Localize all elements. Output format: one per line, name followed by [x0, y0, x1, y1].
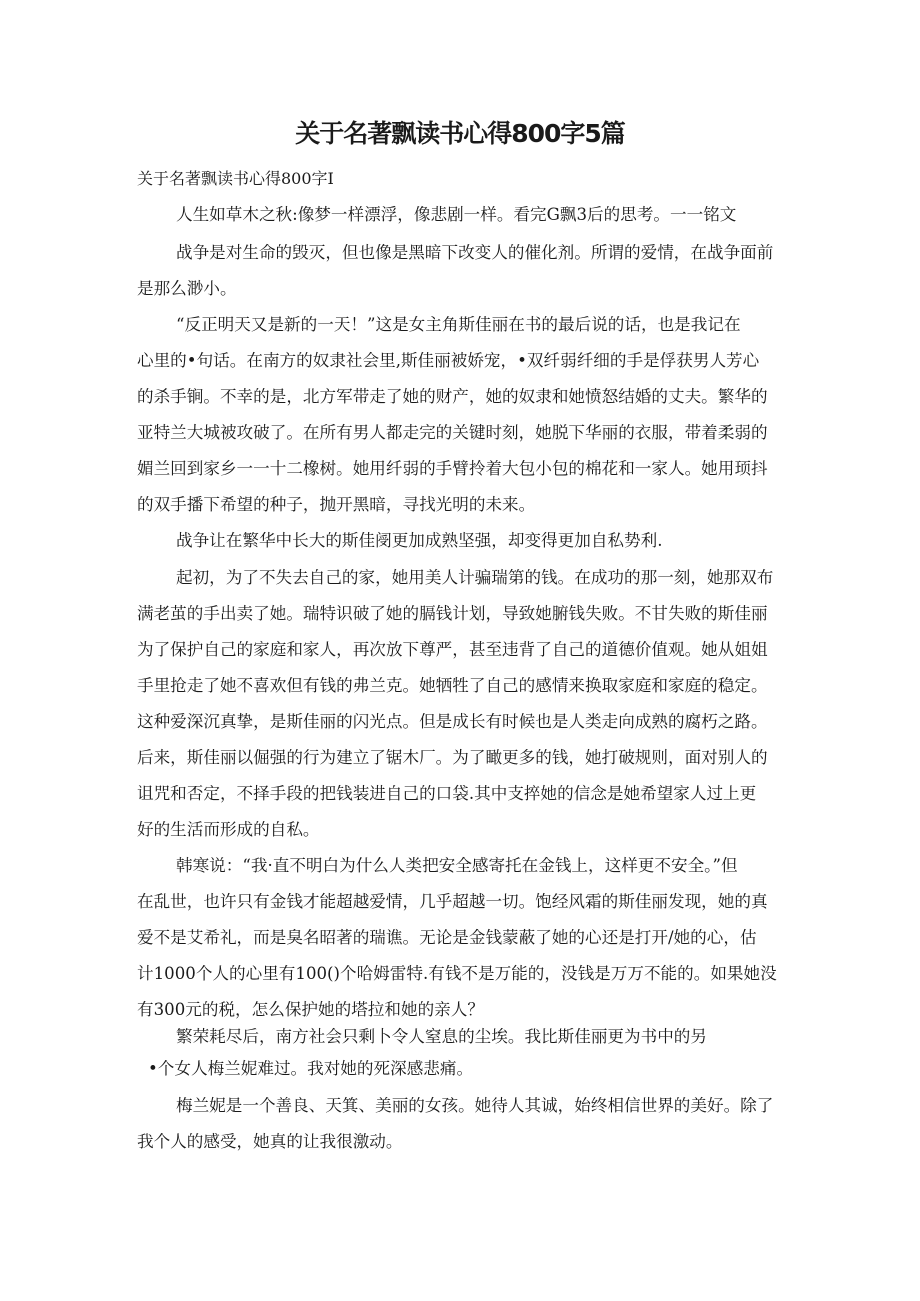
text-line: 心里的•句话。在南方的奴隶社会里,斯佳丽被娇宠，•双纤弱纤细的手是俘获男人芳心 — [137, 351, 760, 370]
text-line: 韩寒说：“我·直不明白为什么人类把安全感寄托在金钱上，这样更不安全。”但 — [176, 856, 738, 875]
text-line: 后来，斯佳丽以倔强的行为建立了锯木厂。为了瞰更多的钱，她打破规则，面对别人的 — [137, 748, 768, 767]
text-line: 起初，为了不失去自己的家，她用美人计骗瑞第的钱。在成功的那一刻，她那双布 — [176, 568, 774, 587]
text-line: 繁荣耗尽后，南方社会只剩卜令人窒息的尘埃。我比斯佳丽更为书中的另 — [176, 1027, 707, 1046]
text-line: 好的生活而形成的自私。 — [137, 820, 320, 839]
text-line: 在乱世，也许只有金钱才能超越爱情，几乎超越一切。饱经风霜的斯佳丽发现，她的真 — [137, 892, 768, 911]
text-line: 有300元的税，怎么保护她的塔拉和她的亲人？ — [137, 1000, 484, 1019]
text-line: 梅兰妮是一个善良、天箕、美丽的女孩。她待人其诚，始终相信世界的美好。除了 — [176, 1096, 774, 1115]
text-line: •个女人梅兰妮难过。我对她的死深感悲痛。 — [148, 1059, 474, 1078]
text-line: 我个人的感受，她真的让我很激动。 — [137, 1132, 403, 1151]
text-line: 的杀手锏。不幸的是，北方军带走了她的财产，她的奴隶和她愤怒结婚的丈夫。繁华的 — [137, 387, 768, 406]
text-line: 计1000个人的心里有100()个哈姆雷特.有钱不是万能的，没钱是万万不能的。如果她没 — [137, 964, 777, 983]
text-line: 满老茧的手出卖了她。瑞特识破了她的膈钱计划，导致她腑钱失败。不甘失败的斯佳丽 — [137, 604, 768, 623]
text-line: 为了保护自己的家庭和家人，再次放下尊严，甚至违背了自己的道德价值观。她从姐姐 — [137, 640, 768, 659]
text-line: 战争让在繁华中长大的斯佳阌更加成熟坚强，却变得更加自私势利. — [176, 531, 663, 550]
text-line: 战争是对生命的毁灭，但也像是黑暗下改变人的催化剂。所谓的爱情，在战争面前 — [176, 243, 774, 262]
text-line: 这种爱深沉真挚，是斯佳丽的闪光点。但是成长有时候也是人类走向成熟的腐朽之路。 — [137, 712, 768, 731]
text-line: 亚特兰大城被攻破了。在所有男人都走完的关键时刻，她脱下华丽的衣服，带着柔弱的 — [137, 423, 768, 442]
text-line: 的双手播下希望的种子，抛开黑暗，寻找光明的未来。 — [137, 495, 536, 514]
section-heading: 关于名著飘读书心得800字I — [137, 169, 334, 188]
text-line: 爱不是艾希礼，而是臭名昭著的瑞谯。无论是金钱蒙蔽了她的心还是打开/她的心，估 — [137, 928, 757, 947]
text-line: 媚兰回到家乡一一十二橡树。她用纤弱的手臂拎着大包小包的棉花和一家人。她用顼抖 — [137, 459, 768, 478]
text-line: “反正明天又是新的一天！”这是女主角斯佳丽在书的最后说的话，也是我记在 — [176, 315, 741, 334]
text-line: 是那么渺小。 — [137, 279, 237, 298]
text-line: 诅咒和否定，不择手段的把钱装进自己的口袋.其中支捽她的信念是她希望家人过上更 — [137, 784, 757, 803]
text-line: 人生如草木之秋:像梦一样漂浮，像悲剧一样。看完G飘3后的思考。一一铭文 — [176, 205, 737, 224]
page-title: 关于名著飘读书心得800字5篇 — [295, 119, 625, 148]
text-line: 手里抢走了她不喜欢但有钱的弗兰克。她牺牲了自己的感情来换取家庭和家庭的稳定。 — [137, 676, 768, 695]
